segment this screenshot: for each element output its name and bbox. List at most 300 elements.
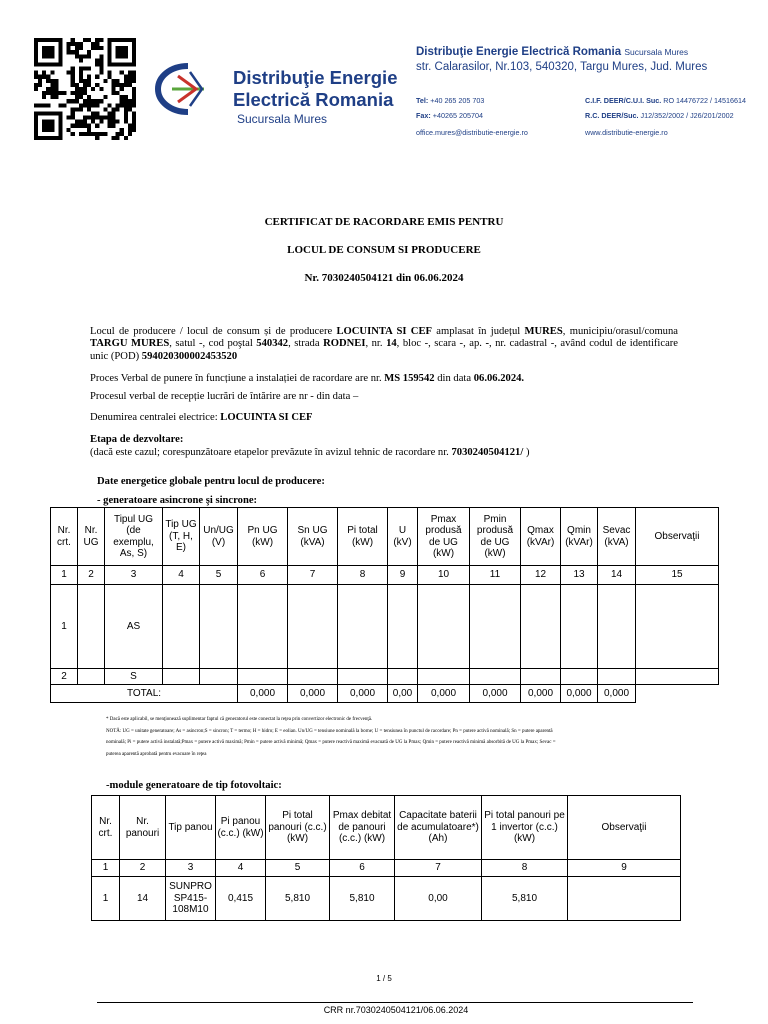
qr-module	[112, 120, 116, 124]
table-cell	[561, 669, 598, 685]
qr-module	[99, 67, 103, 71]
column-header: Observaţii	[636, 508, 719, 566]
qr-module	[112, 83, 116, 87]
table-cell: 2	[51, 669, 78, 685]
tel-line	[416, 96, 484, 105]
qr-module	[58, 103, 62, 107]
qr-module	[91, 99, 95, 103]
qr-module	[54, 83, 58, 87]
location-name: LOCUINTA SI CEF	[336, 326, 432, 337]
text-run: )	[525, 447, 530, 458]
qr-module	[112, 111, 116, 115]
qr-module	[63, 91, 67, 95]
qr-module	[34, 83, 38, 87]
table-cell	[561, 585, 598, 669]
receptie-line: Procesul verbal de recepție lucrări de întărire are nr - din data –	[90, 391, 359, 402]
qr-module	[91, 103, 95, 107]
qr-module	[124, 120, 128, 124]
text-run: , satul -, cod poştal	[169, 338, 253, 350]
qr-module	[99, 38, 103, 42]
qr-module	[46, 79, 50, 83]
column-index: 3	[166, 860, 216, 877]
qr-module	[75, 95, 79, 99]
qr-module	[42, 46, 54, 58]
fax-line	[416, 111, 483, 120]
qr-module	[116, 91, 120, 95]
qr-module	[120, 95, 124, 99]
qr-module	[75, 99, 79, 103]
qr-code	[34, 36, 136, 142]
page-number: 1 / 5	[376, 974, 392, 983]
table-cell	[418, 585, 470, 669]
footer-reference: CRR nr.7030240504121/06.06.2024	[323, 1005, 469, 1015]
qr-module	[95, 75, 99, 79]
qr-module	[58, 91, 62, 95]
qr-module	[67, 42, 71, 46]
qr-module	[75, 46, 79, 50]
qr-module	[71, 67, 75, 71]
qr-module	[71, 79, 75, 83]
qr-module	[116, 83, 120, 87]
rc-value: J12/352/2002 / J26/201/2002	[640, 111, 734, 120]
qr-module	[79, 103, 83, 107]
qr-module	[42, 95, 46, 99]
qr-module	[75, 87, 79, 91]
qr-module	[71, 83, 75, 87]
qr-module	[107, 103, 111, 107]
company-branch-text: Sucursala Mures	[624, 47, 689, 57]
qr-module	[87, 38, 91, 42]
table-cell: SUNPRO SP415-108M10	[166, 877, 216, 921]
column-index: 2	[120, 860, 166, 877]
pod-code: 594020300002453520	[141, 350, 238, 362]
column-index: 1	[51, 566, 78, 585]
street: RODNEI	[323, 338, 366, 350]
table-cell	[78, 669, 105, 685]
qr-module	[120, 87, 124, 91]
qr-module	[87, 67, 91, 71]
qr-module	[132, 75, 136, 79]
pv-modules-heading: -module generatoare de tip fotovoltaic:	[106, 780, 282, 791]
total-cell: 0,000	[521, 685, 561, 703]
qr-module	[71, 124, 75, 128]
qr-module	[75, 83, 79, 87]
table-total-row	[51, 685, 719, 703]
qr-module	[83, 38, 87, 42]
qr-module	[120, 103, 124, 107]
qr-module	[112, 116, 116, 120]
qr-module	[99, 54, 103, 58]
table-cell	[598, 585, 636, 669]
qr-module	[120, 99, 124, 103]
qr-module	[42, 71, 46, 75]
qr-module	[54, 95, 58, 99]
text-run: , nr.	[365, 338, 383, 350]
qr-module	[34, 75, 38, 79]
qr-module	[91, 116, 95, 120]
cif-label: C.I.F. DEER/C.U.I. Suc.	[585, 96, 662, 105]
qr-module	[124, 107, 128, 111]
column-header: Pi panou (c.c.) (kW)	[216, 796, 266, 860]
qr-module	[42, 103, 46, 107]
table-cell	[238, 669, 288, 685]
qr-module	[132, 91, 136, 95]
qr-module	[112, 87, 116, 91]
qr-module	[71, 116, 75, 120]
qr-module	[112, 107, 116, 111]
qr-module	[107, 124, 111, 128]
website-link[interactable]: www.distributie-energie.ro	[585, 128, 668, 137]
column-index: 12	[521, 566, 561, 585]
qr-module	[83, 120, 87, 124]
table-row	[51, 585, 719, 669]
qr-module	[116, 120, 120, 124]
qr-module	[50, 79, 54, 83]
qr-module	[91, 132, 95, 136]
qr-module	[95, 62, 99, 66]
qr-module	[116, 107, 120, 111]
qr-module	[50, 91, 54, 95]
column-header: Pmax debitat de panouri (c.c.) (kW)	[330, 796, 395, 860]
qr-module	[83, 54, 87, 58]
qr-module	[99, 116, 103, 120]
table-cell	[470, 585, 521, 669]
text-run: , bloc -, scara -, ap.	[396, 338, 482, 350]
qr-module	[112, 136, 116, 140]
column-index: 8	[338, 566, 388, 585]
qr-module	[124, 83, 128, 87]
qr-module	[107, 116, 111, 120]
qr-module	[107, 71, 111, 75]
qr-module	[75, 50, 79, 54]
qr-module	[107, 120, 111, 124]
qr-module	[95, 83, 99, 87]
qr-module	[91, 46, 95, 50]
qr-module	[103, 95, 107, 99]
qr-module	[83, 87, 87, 91]
qr-module	[79, 67, 83, 71]
qr-module	[112, 91, 116, 95]
qr-module	[99, 120, 103, 124]
qr-module	[112, 124, 116, 128]
qr-module	[132, 71, 136, 75]
qr-module	[79, 79, 83, 83]
qr-module	[83, 83, 87, 87]
qr-module	[46, 91, 50, 95]
qr-module	[42, 91, 46, 95]
total-cell: 0,00	[388, 685, 418, 703]
table-index-row	[51, 566, 719, 585]
denumire-label: Denumirea centralei electrice:	[90, 412, 218, 423]
qr-module	[95, 38, 99, 42]
column-header: U (kV)	[388, 508, 418, 566]
table-cell: AS	[105, 585, 163, 669]
qr-module	[79, 91, 83, 95]
denumire-line	[90, 412, 313, 423]
table-header-row	[92, 796, 681, 860]
qr-module	[128, 83, 132, 87]
qr-module	[83, 99, 87, 103]
qr-module	[71, 111, 75, 115]
brand-name	[233, 67, 397, 111]
qr-module	[103, 79, 107, 83]
qr-module	[103, 107, 107, 111]
table-cell	[288, 585, 338, 669]
qr-module	[124, 111, 128, 115]
column-header: Pmin produsă de UG (kW)	[470, 508, 521, 566]
table-cell	[388, 669, 418, 685]
generators-table	[50, 507, 719, 703]
column-header: Qmin (kVAr)	[561, 508, 598, 566]
note-line: NOTĂ: UG = unitate generatoare; As = asincron;S = sincron; T = termo; H = hidro; E = eolian. Un/UG = tensiune nominală la borne; U = tensiunea în punctul de racordare; Pn = putere activă nominală; Sn = putere aparentă	[106, 728, 553, 734]
table-cell	[338, 585, 388, 669]
qr-module	[83, 91, 87, 95]
apartment: -	[485, 338, 489, 350]
column-index: 3	[105, 566, 163, 585]
qr-module	[99, 99, 103, 103]
text-run: ,	[562, 326, 566, 337]
column-index: 9	[388, 566, 418, 585]
qr-module	[75, 42, 79, 46]
qr-module	[99, 71, 103, 75]
table-cell	[636, 669, 719, 685]
date-heading: Date energetice globale pentru locul de producere:	[97, 476, 325, 487]
qr-module	[79, 46, 83, 50]
brand-branch: Sucursala Mures	[237, 112, 328, 126]
column-index: 7	[395, 860, 482, 877]
qr-module	[34, 87, 38, 91]
qr-module	[79, 58, 83, 62]
qr-module	[99, 87, 103, 91]
qr-module	[95, 124, 99, 128]
table-cell: 0,00	[395, 877, 482, 921]
text-run: municipiu/orasul/comuna	[569, 326, 678, 337]
total-cell: 0,000	[238, 685, 288, 703]
qr-module	[132, 111, 136, 115]
etapa-line	[90, 447, 529, 458]
pv-line	[90, 373, 524, 384]
note-line: * Dacă este aplicabil, se menţionează suplimentar faptul că generatorul este conectat la reţea prin convertizor electronic de frecvenţă.	[106, 717, 373, 722]
qr-module	[79, 75, 83, 79]
street-number: 14	[386, 338, 397, 350]
qr-module	[87, 95, 91, 99]
qr-module	[91, 111, 95, 115]
email-link[interactable]: office.mures@distributie-energie.ro	[416, 128, 528, 137]
column-index: 6	[330, 860, 395, 877]
qr-module	[71, 75, 75, 79]
note-line: puterea aparentă aprobată pentru evacuare în reţea	[106, 751, 207, 757]
table-row	[92, 877, 681, 921]
table-cell	[521, 585, 561, 669]
column-index: 1	[92, 860, 120, 877]
qr-module	[91, 120, 95, 124]
tel-value: +40 265 205 703	[430, 96, 485, 105]
qr-module	[95, 136, 99, 140]
pv-date: 06.06.2024.	[473, 373, 525, 384]
qr-module	[128, 71, 132, 75]
qr-module	[83, 116, 87, 120]
text-run: Locul de producere / locul de consum și de producere	[90, 326, 333, 337]
qr-module	[107, 75, 111, 79]
qr-module	[120, 71, 124, 75]
text-run: , nr. cadastral -, având codul de identificare unic (POD)	[90, 338, 679, 362]
qr-module	[87, 79, 91, 83]
qr-module	[71, 91, 75, 95]
qr-module	[132, 103, 136, 107]
qr-module	[38, 79, 42, 83]
qr-module	[79, 124, 83, 128]
qr-module	[124, 75, 128, 79]
qr-module	[124, 136, 128, 140]
column-index: 7	[288, 566, 338, 585]
qr-module	[116, 132, 120, 136]
qr-module	[103, 132, 107, 136]
qr-module	[128, 79, 132, 83]
table-cell: 1	[92, 877, 120, 921]
table-cell	[388, 585, 418, 669]
table-cell	[636, 585, 719, 669]
qr-module	[38, 83, 42, 87]
qr-module	[34, 103, 38, 107]
qr-module	[46, 75, 50, 79]
qr-module	[99, 58, 103, 62]
qr-module	[46, 87, 50, 91]
qr-module	[75, 54, 79, 58]
qr-module	[75, 124, 79, 128]
qr-module	[124, 79, 128, 83]
column-header: Pi total panouri (c.c.) (kW)	[266, 796, 330, 860]
qr-module	[132, 120, 136, 124]
qr-module	[87, 50, 91, 54]
table-cell	[200, 585, 238, 669]
qr-module	[103, 116, 107, 120]
table-cell: 5,810	[330, 877, 395, 921]
qr-module	[87, 128, 91, 132]
table-cell: 5,810	[482, 877, 568, 921]
pv-number: MS 159542	[384, 373, 435, 384]
qr-module	[71, 132, 75, 136]
column-header: Nr. UG	[78, 508, 105, 566]
qr-module	[124, 103, 128, 107]
column-index: 10	[418, 566, 470, 585]
qr-module	[75, 120, 79, 124]
table-cell	[288, 669, 338, 685]
qr-module	[67, 46, 71, 50]
qr-module	[63, 103, 67, 107]
qr-module	[112, 79, 116, 83]
etapa-number: 7030240504121/	[451, 447, 524, 458]
qr-module	[67, 50, 71, 54]
column-index: 4	[216, 860, 266, 877]
column-index: 4	[163, 566, 200, 585]
qr-module	[87, 99, 91, 103]
qr-module	[95, 42, 99, 46]
qr-module	[87, 116, 91, 120]
total-cell: 0,000	[418, 685, 470, 703]
column-header: Observaţii	[568, 796, 681, 860]
qr-module	[79, 120, 83, 124]
qr-module	[87, 75, 91, 79]
qr-module	[34, 71, 38, 75]
qr-module	[95, 46, 99, 50]
qr-module	[116, 79, 120, 83]
qr-module	[132, 116, 136, 120]
qr-module	[128, 132, 132, 136]
qr-module	[128, 124, 132, 128]
qr-module	[95, 132, 99, 136]
brand-line-2: Electrică Romania	[233, 89, 394, 110]
column-index: 15	[636, 566, 719, 585]
rc-line	[585, 111, 734, 120]
text-run: , strada	[288, 338, 320, 350]
qr-module	[87, 124, 91, 128]
qr-module	[50, 95, 54, 99]
text-run: Proces Verbal de punere în funcțiune a instalației de racordare are nr.	[90, 373, 382, 384]
qr-module	[120, 128, 124, 132]
qr-module	[87, 54, 91, 58]
qr-module	[42, 75, 46, 79]
column-header: Qmax (kVAr)	[521, 508, 561, 566]
total-label: TOTAL:	[51, 685, 238, 703]
column-index: 5	[200, 566, 238, 585]
table-cell: 14	[120, 877, 166, 921]
column-header: Capacitate baterii de acumulatoare*) (Ah)	[395, 796, 482, 860]
column-header: Pn UG (kW)	[238, 508, 288, 566]
fax-value: +40265 205704	[432, 111, 483, 120]
qr-module	[50, 71, 54, 75]
qr-module	[83, 79, 87, 83]
column-index: 8	[482, 860, 568, 877]
table-cell	[521, 669, 561, 685]
cif-line	[585, 96, 746, 105]
qr-module	[50, 83, 54, 87]
company-address: str. Calarasilor, Nr.103, 540320, Targu Mures, Jud. Mures	[416, 61, 708, 73]
qr-module	[132, 95, 136, 99]
note-line: nominală; Pi = putere activă instalată;Pmax = putere activă maximă; Pmin = putere activă minimă; Qmax = putere reactivă maximă evacuată de UG la Pmax; Qmin = putere reactivă minimă absorbită de UG la Pmax; Sevac =	[106, 740, 556, 745]
total-cell: 0,000	[338, 685, 388, 703]
qr-module	[120, 132, 124, 136]
city: TARGU MURES	[90, 338, 170, 350]
qr-module	[132, 79, 136, 83]
table-cell	[568, 877, 681, 921]
qr-module	[128, 75, 132, 79]
qr-module	[79, 87, 83, 91]
qr-module	[95, 116, 99, 120]
column-header: Sn UG (kVA)	[288, 508, 338, 566]
qr-module	[71, 50, 75, 54]
qr-module	[128, 99, 132, 103]
column-index: 14	[598, 566, 636, 585]
table-cell	[598, 669, 636, 685]
column-index: 5	[266, 860, 330, 877]
qr-module	[83, 67, 87, 71]
qr-module	[79, 54, 83, 58]
location-paragraph	[90, 326, 678, 363]
qr-module	[67, 99, 71, 103]
table-cell: 1	[51, 585, 78, 669]
column-index: 6	[238, 566, 288, 585]
qr-module	[67, 116, 71, 120]
rc-label: R.C. DEER/Suc.	[585, 111, 639, 120]
qr-module	[75, 91, 79, 95]
qr-module	[128, 103, 132, 107]
qr-module	[79, 95, 83, 99]
text-run: (dacă este cazul; corespunzătoare etapelor prevăzute în avizul tehnic de racordare nr.	[90, 447, 449, 458]
column-header: Pi total (kW)	[338, 508, 388, 566]
footer-divider	[97, 1002, 693, 1003]
qr-module	[54, 87, 58, 91]
qr-module	[99, 132, 103, 136]
